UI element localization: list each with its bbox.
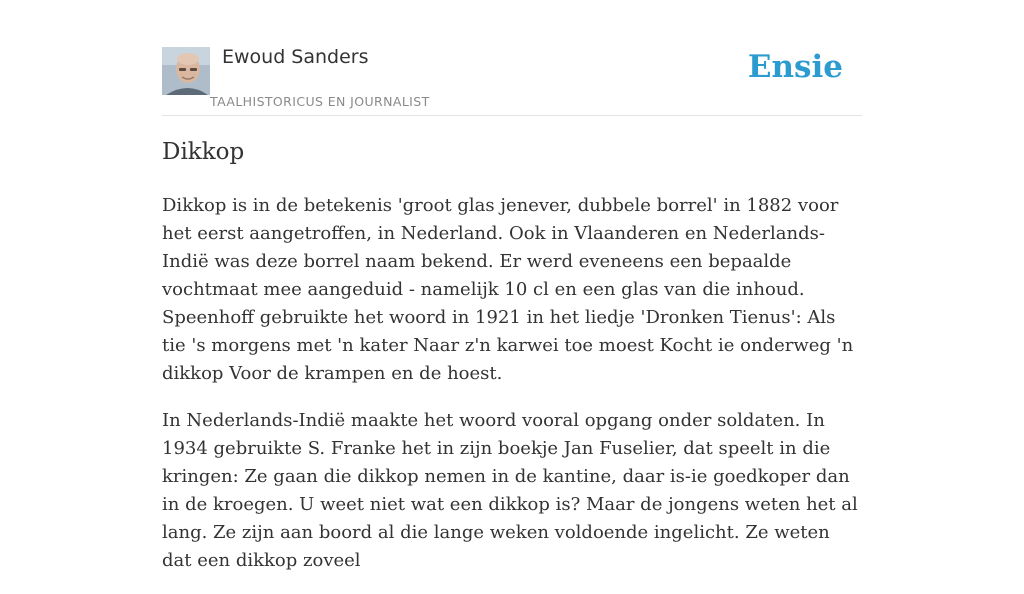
author-role: TAALHISTORICUS EN JOURNALIST (210, 94, 430, 109)
avatar-photo-icon (162, 47, 210, 95)
author-name[interactable]: Ewoud Sanders (222, 46, 369, 68)
ensie-logo-link[interactable]: Ensie (747, 49, 843, 85)
author-header (162, 0, 862, 116)
article-body (162, 192, 862, 594)
author-avatar[interactable] (162, 47, 210, 95)
article-title: Dikkop (162, 139, 245, 165)
article-paragraph: Dikkop is in de betekenis 'groot glas jenever, dubbele borrel' in 1882 voor het eerst aangetroffen, in Nederland. Ook in Vlaanderen en Nederlands-Indië was deze borrel naam bekend. Er werd eveneens een bepaalde vochtmaat mee aangeduid - namelijk 10 cl en een glas van die inhoud. Speenhoff gebruikte het woord in 1921 in het liedje 'Dronken Tienus': Als tie 's morgens met 'n kater Naar z'n karwei toe moest Kocht ie onderweg 'n dikkop Voor de krampen en de hoest. (162, 195, 854, 384)
article-paragraph: In Nederlands-Indië maakte het woord vooral opgang onder soldaten. In 1934 gebruikte S. Franke het in zijn boekje Jan Fuselier, dat speelt in die kringen: Ze gaan die dikkop nemen in de kantine, daar is-ie goedkoper dan in de kroegen. U weet niet wat een dikkop is? Maar de jongens weten het al lang. Ze zijn aan boord al die lange weken voldoende ingelicht. Ze weten dat een dikkop zoveel (162, 410, 858, 571)
